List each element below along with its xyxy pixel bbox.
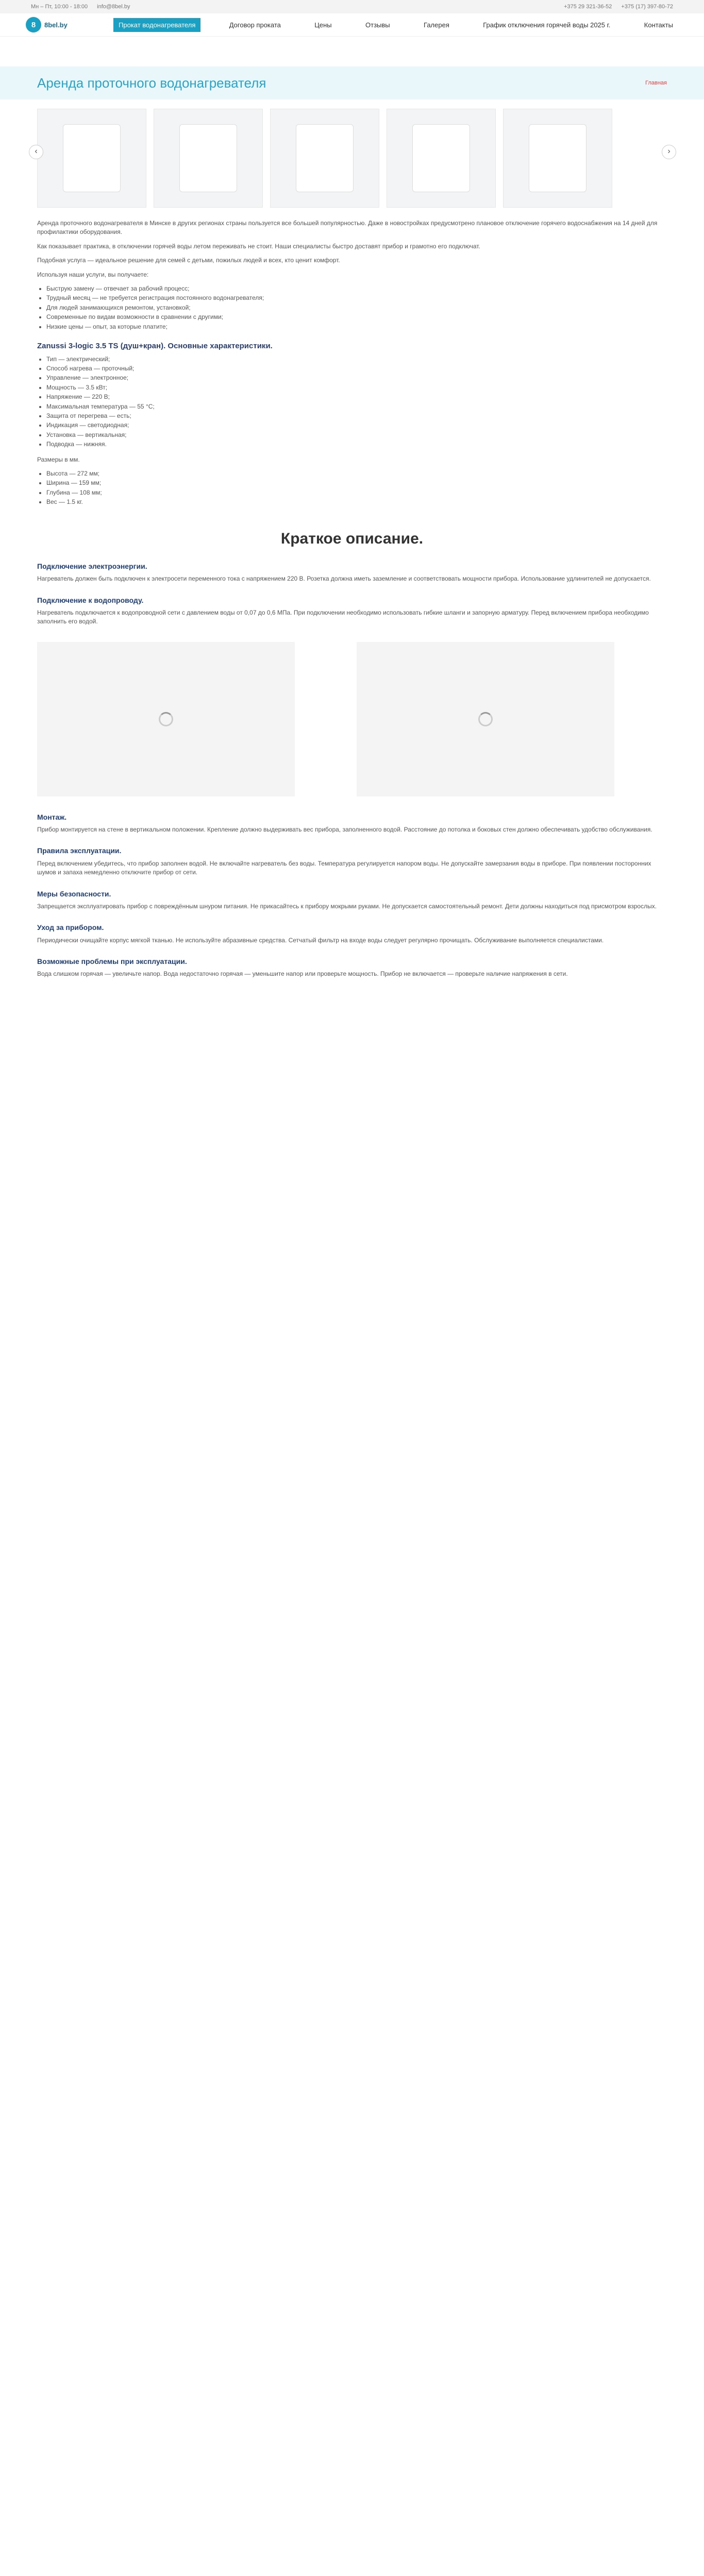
video-player[interactable] [357, 642, 614, 796]
nav-item-contacts[interactable]: Контакты [644, 21, 673, 29]
prev-arrow-icon[interactable]: ‹ [29, 145, 43, 159]
list-item: • Способ нагрева — проточный; [46, 364, 667, 373]
intro-paragraph: Подобная услуга — идеальное решение для семей с детьми, пожилых людей и всех, кто ценит комфорт. [37, 257, 340, 264]
section-title: Меры безопасности. [37, 889, 111, 898]
video-player[interactable] [37, 642, 295, 796]
list-item: • Управление — электронное; [46, 374, 667, 382]
list-item: • Защита от перегрева — есть; [46, 412, 667, 420]
list-item: • Для людей занимающихся ремонтом, установкой; [46, 303, 667, 312]
section-heading: Краткое описание. [280, 530, 424, 547]
phone1-text[interactable]: +375 29 321-36-52 [564, 4, 612, 10]
section-title: Подключение к водопроводу. [37, 596, 144, 604]
nav-item-contract[interactable]: Договор проката [229, 21, 281, 29]
breadcrumb[interactable]: Главная [645, 80, 667, 86]
section-text: Периодически очищайте корпус мягкой тканью. Не используйте абразивные средства. Сетчатый фильтр на входе воды следует регулярно прочищать. Обслуживание выполняется специалистами. [37, 936, 604, 944]
list-item: • Подводка — нижняя. [46, 440, 667, 449]
main-content [0, 219, 704, 979]
section-title: Возможные проблемы при эксплуатации. [37, 957, 187, 965]
loading-icon [159, 712, 173, 726]
gallery-image[interactable] [270, 109, 379, 208]
gallery-image[interactable] [387, 109, 496, 208]
nav-item-schedule[interactable]: График отключения горячей воды 2025 г. [483, 21, 611, 29]
page-title: Аренда проточного водонагревателя [37, 75, 266, 91]
intro-paragraph: Как показывает практика, в отключении горячей воды летом переживать не стоит. Наши специалисты быстро доставят прибор и грамотно его подключат. [37, 242, 480, 250]
nav-item-reviews[interactable]: Отзывы [365, 21, 390, 29]
section-text: Запрещается эксплуатировать прибор с повреждённым шнуром питания. Не прикасайтесь к прибору мокрыми руками. Не допускается самостоятельный ремонт. Дети должны находиться под присмотром взрослых. [37, 902, 657, 910]
specs-list [37, 355, 667, 449]
site-logo[interactable] [26, 17, 113, 32]
page-title-bar [0, 66, 704, 99]
advantages-list [37, 284, 667, 331]
email-text[interactable]: info@8bel.by [97, 4, 130, 10]
section-text: Вода слишком горячая — увеличьте напор. Вода недостаточно горячая — уменьшите напор или проверьте мощность. Прибор не включается — проверьте наличие напряжения в сети. [37, 970, 568, 978]
list-item: • Ширина — 159 мм; [46, 479, 667, 487]
section-title: Монтаж. [37, 812, 67, 821]
gallery-image[interactable] [154, 109, 263, 208]
list-item: • Высота — 272 мм; [46, 469, 667, 478]
section-text: Нагреватель должен быть подключен к электросети переменного тока с напряжением 220 В. Розетка должна иметь заземление и соответствовать мощности прибора. Использование удлинителей не допускается. [37, 575, 651, 583]
logo-mark: 8 [26, 17, 41, 32]
list-item: • Современные по видам возможности в сравнении с другими; [46, 313, 667, 321]
image-gallery [0, 99, 704, 217]
nav-item-prices[interactable]: Цены [314, 21, 332, 29]
section-title: Подключение электроэнергии. [37, 562, 147, 571]
list-item: • Глубина — 108 мм; [46, 488, 667, 497]
list-item: • Вес — 1.5 кг. [46, 498, 667, 506]
main-nav [113, 18, 678, 32]
nav-item-gallery[interactable]: Галерея [424, 21, 449, 29]
logo-text: 8bel.by [44, 21, 68, 29]
gallery-image[interactable] [503, 109, 612, 208]
next-arrow-icon[interactable]: › [662, 145, 676, 159]
section-text: Нагреватель подключается к водопроводной сети с давлением воды от 0,07 до 0,6 МПа. При подключении необходимо использовать гибкие шланги и запорную арматуру. Перед включением прибора необходимо заполнить его водой. [37, 609, 649, 625]
phone2-text[interactable]: +375 (17) 397-80-72 [621, 4, 673, 10]
advantages-title: Используя наши услуги, вы получаете: [37, 270, 149, 278]
list-item: • Низкие цены — опыт, за которые платите; [46, 323, 667, 331]
nav-item-rent[interactable]: Прокат водонагревателя [113, 18, 200, 32]
list-item: • Напряжение — 220 В; [46, 393, 667, 401]
product-title: Zanussi 3-logic 3.5 TS (душ+кран). Основные характеристики. [37, 341, 273, 350]
list-item: • Установка — вертикальная; [46, 431, 667, 439]
gallery-image[interactable] [37, 109, 146, 208]
sizes-list [37, 469, 667, 507]
list-item: • Тип — электрический; [46, 355, 667, 364]
section-title: Уход за прибором. [37, 923, 104, 932]
list-item: • Максимальная температура — 55 °C; [46, 402, 667, 411]
site-header [0, 13, 704, 37]
section-text: Перед включением убедитесь, что прибор заполнен водой. Не включайте нагреватель без воды. Температура регулируется напором воды. Не допускайте замерзания воды в приборе. При появлении посторонних шумов и запаха немедленно отключите прибор от сети. [37, 859, 651, 876]
video-row [37, 642, 667, 796]
hours-text: Мн – Пт, 10:00 - 18:00 [31, 4, 88, 10]
list-item: • Индикация — светодиодная; [46, 421, 667, 430]
list-item: • Мощность — 3.5 кВт; [46, 383, 667, 392]
section-title: Правила эксплуатации. [37, 846, 122, 855]
list-item: • Трудный месяц — не требуется регистрация постоянного водонагревателя; [46, 294, 667, 302]
list-item: • Быструю замену — отвечает за рабочий процесс; [46, 284, 667, 293]
sizes-title: Размеры в мм. [37, 455, 80, 463]
section-text: Прибор монтируется на стене в вертикальном положении. Крепление должно выдерживать вес прибора, заполненного водой. Расстояние до потолка и боковых стен должно обеспечивать удобство обслуживания. [37, 826, 652, 834]
loading-icon [478, 712, 493, 726]
intro-paragraph: Аренда проточного водонагревателя в Минске в других регионах страны пользуется все большей популярностью. Даже в новостройках предусмотрено плановое отключение горячего водоснабжения на 14 дней для профилактики оборудования. [37, 219, 658, 236]
top-bar [0, 0, 704, 13]
